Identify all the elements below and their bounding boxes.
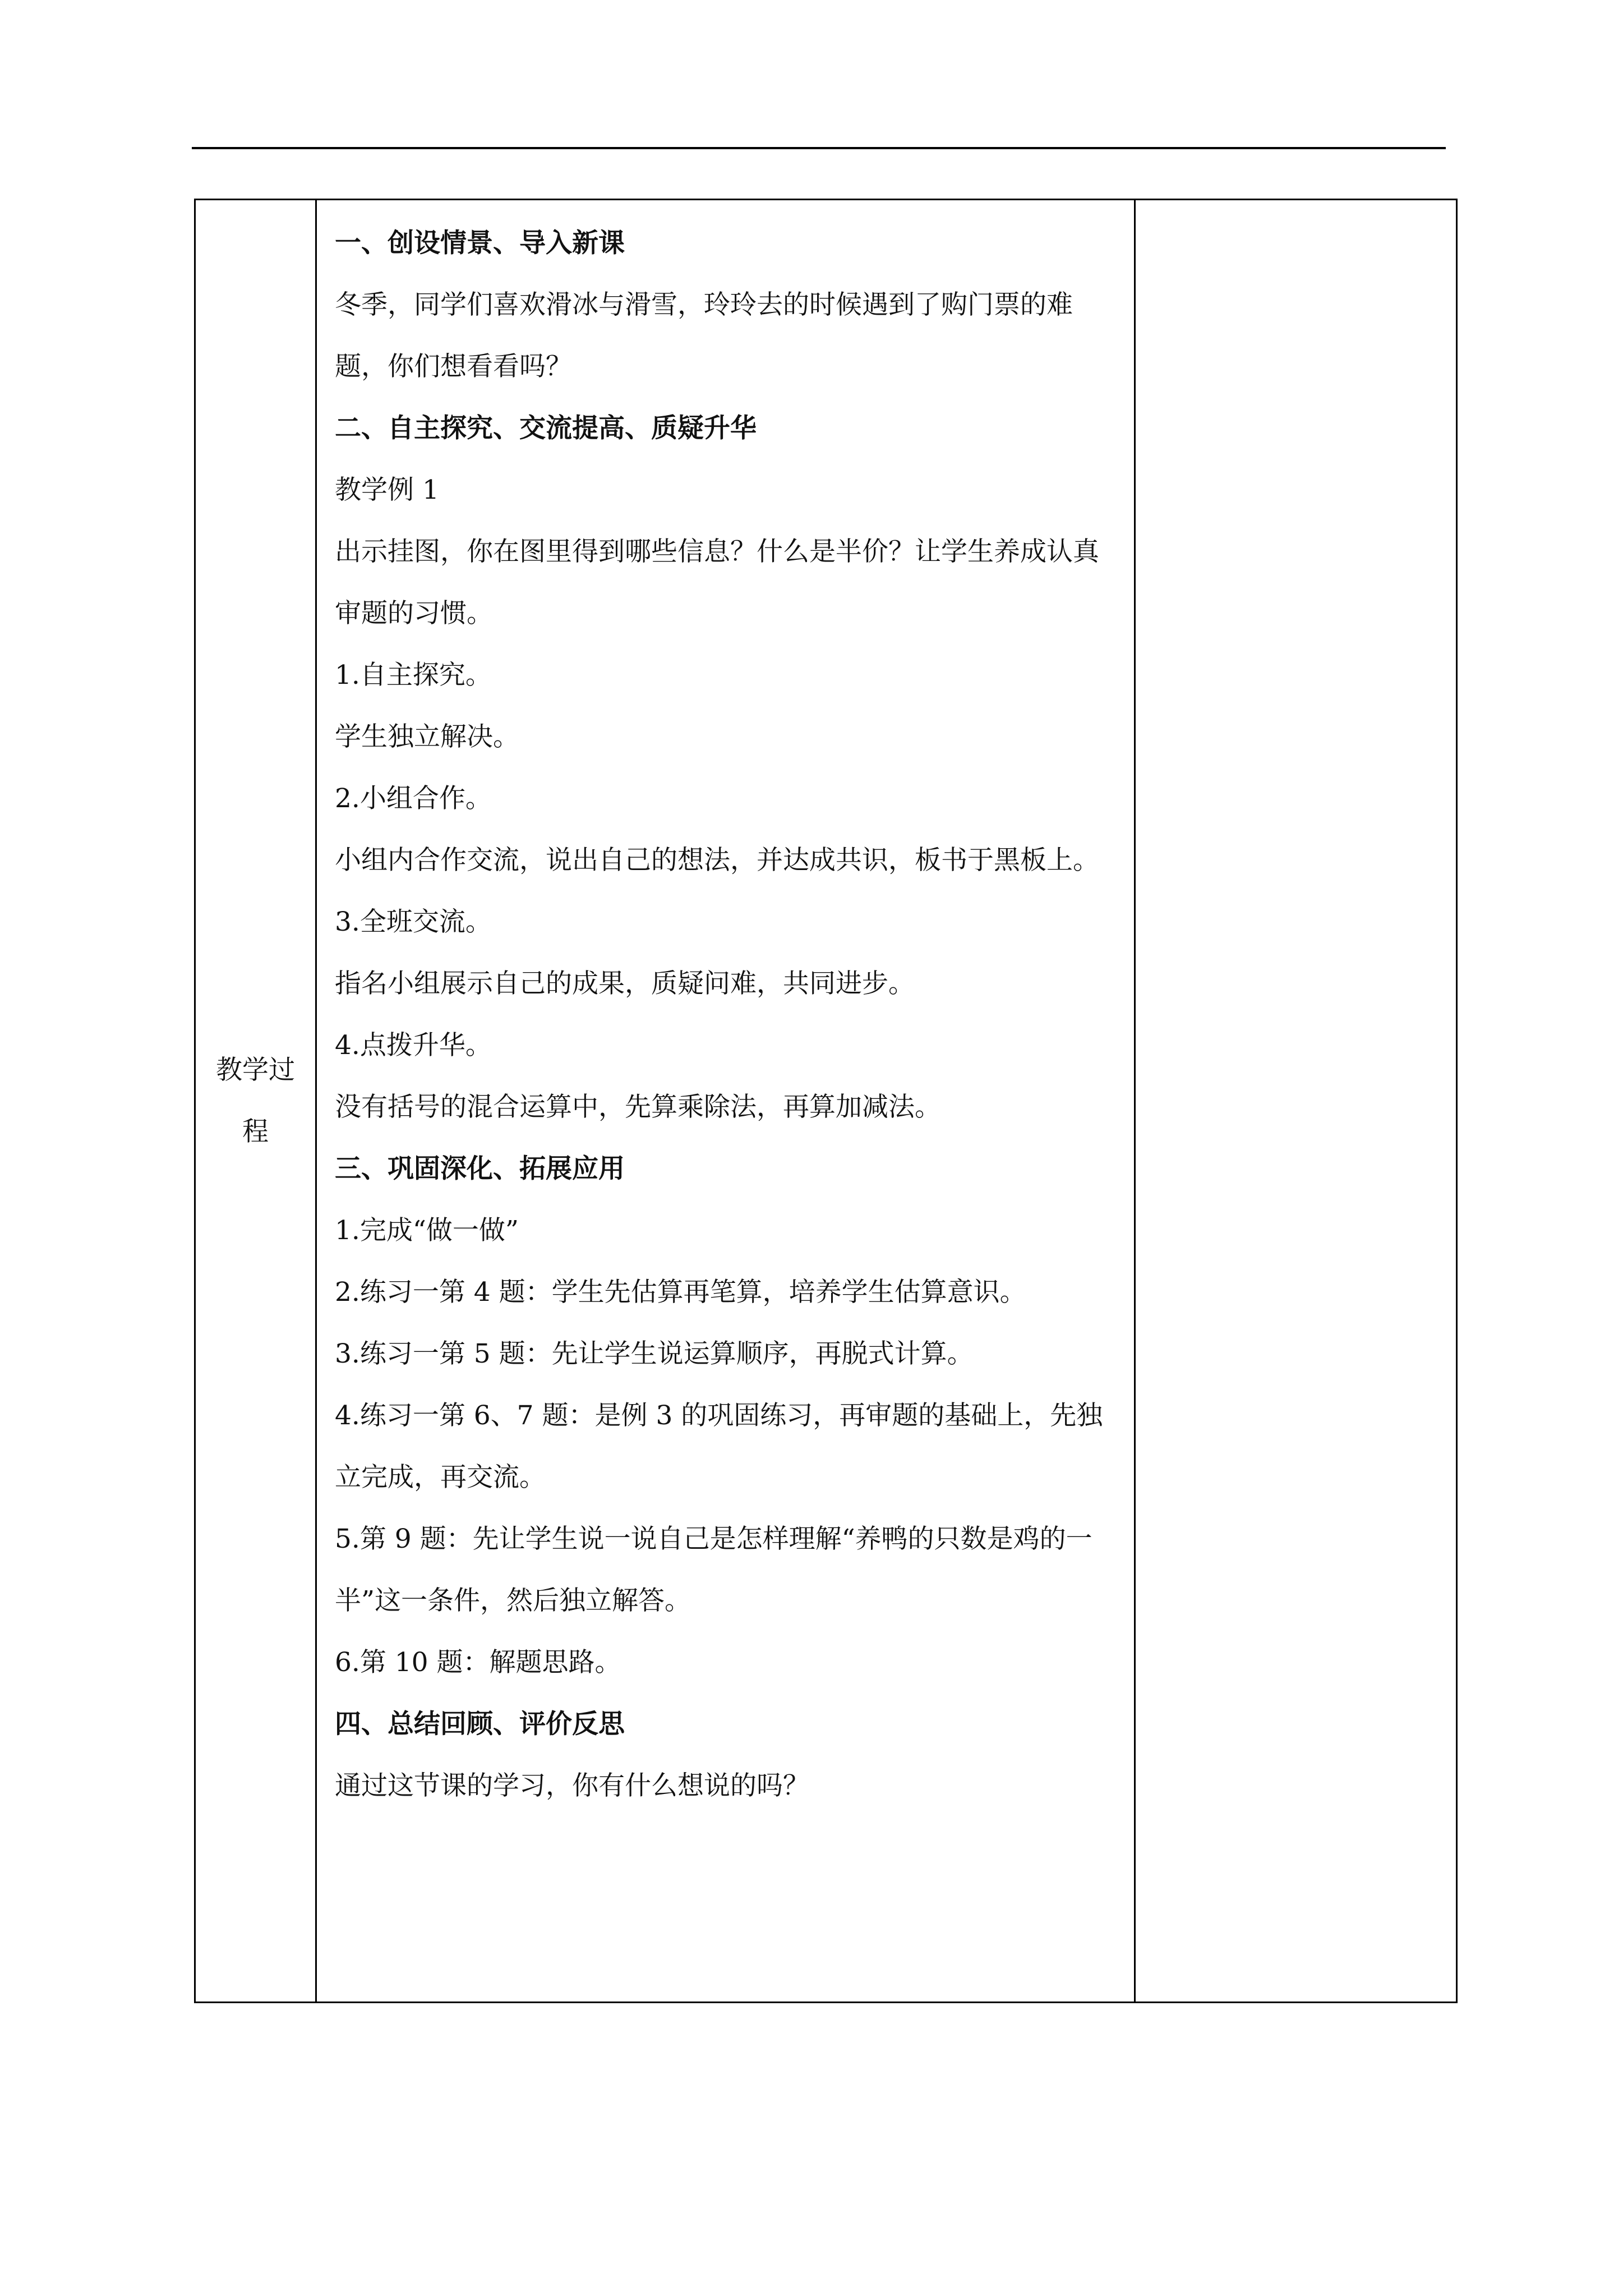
lesson-plan-table bbox=[194, 199, 1458, 2003]
paragraph: 通过这节课的学习，你有什么想说的吗？ bbox=[335, 1770, 809, 1801]
paragraph: 3.全班交流。 bbox=[335, 907, 492, 937]
header-rule bbox=[192, 147, 1446, 149]
paragraph: 3.练习一第 5 题：先让学生说运算顺序，再脱式计算。 bbox=[335, 1338, 974, 1369]
paragraph: 1.完成“做一做” bbox=[335, 1215, 519, 1246]
paragraph: 指名小组展示自己的成果，质疑问难，共同进步。 bbox=[335, 968, 915, 999]
heading-explore: 二、自主探究、交流提高、质疑升华 bbox=[335, 413, 757, 444]
notes-cell bbox=[1135, 200, 1457, 2003]
section-label: 教学过程 bbox=[216, 1054, 295, 1147]
heading-practice: 三、巩固深化、拓展应用 bbox=[335, 1153, 625, 1184]
heading-summary: 四、总结回顾、评价反思 bbox=[335, 1709, 625, 1740]
paragraph: 2.练习一第 4 题：学生先估算再笔算，培养学生估算意识。 bbox=[335, 1277, 1026, 1308]
paragraph: 学生独立解决。 bbox=[335, 721, 519, 752]
paragraph: 教学例 1 bbox=[335, 475, 439, 505]
paragraph: 2.小组合作。 bbox=[335, 783, 492, 814]
paragraph: 1.自主探究。 bbox=[335, 660, 492, 691]
paragraph: 出示挂图，你在图里得到哪些信息？什么是半价？让学生养成认真审题的习惯。 bbox=[335, 536, 1099, 629]
section-content bbox=[317, 200, 1134, 1817]
paragraph: 4.点拨升华。 bbox=[335, 1030, 492, 1061]
table-row bbox=[195, 200, 1457, 2003]
section-content-cell bbox=[316, 200, 1135, 2003]
paragraph: 4.练习一第 6、7 题：是例 3 的巩固练习，再审题的基础上，先独立完成，再交流。 bbox=[335, 1400, 1103, 1493]
paragraph: 小组内合作交流，说出自己的想法，并达成共识，板书于黑板上。 bbox=[335, 845, 1099, 876]
paragraph: 5.第 9 题：先让学生说一说自己是怎样理解“养鸭的只数是鸡的一半”这一条件，然后独立解答。 bbox=[335, 1524, 1092, 1616]
heading-intro: 一、创设情景、导入新课 bbox=[335, 228, 625, 259]
paragraph: 没有括号的混合运算中，先算乘除法，再算加减法。 bbox=[335, 1092, 941, 1122]
paragraph: 冬季，同学们喜欢滑冰与滑雪，玲玲去的时候遇到了购门票的难题，你们想看看吗？ bbox=[335, 289, 1073, 382]
section-label-cell bbox=[195, 200, 316, 2003]
paragraph: 6.第 10 题：解题思路。 bbox=[335, 1647, 621, 1678]
